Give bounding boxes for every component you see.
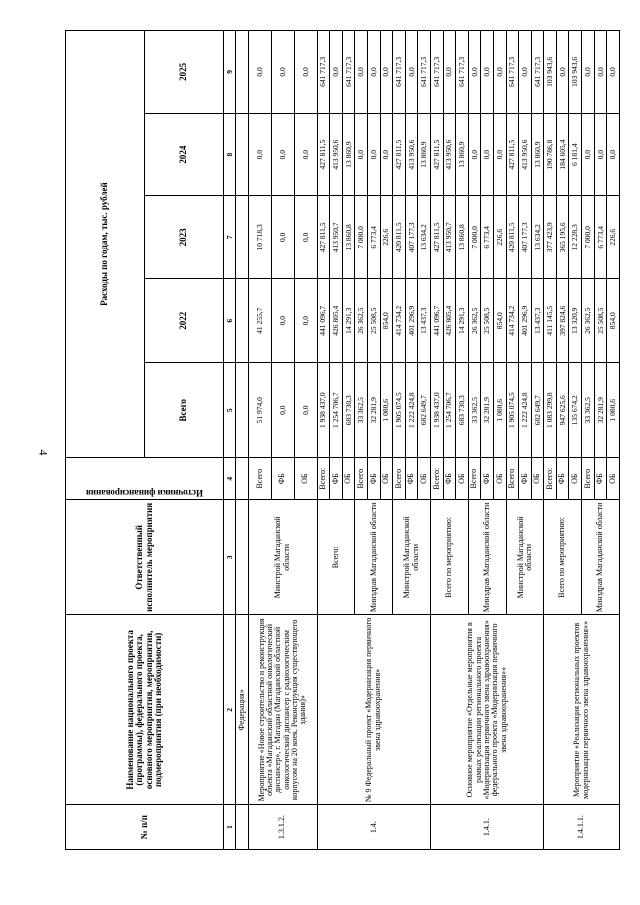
amount-cell: 0,0 [294, 363, 317, 458]
funding-source: ФБ [594, 458, 607, 500]
amount-cell: 427 811,5 [506, 113, 519, 196]
amount-cell: 0,0 [271, 196, 294, 279]
col-name-header: Наименование национального проекта (программы), федерального проекта, основного мероприятия, мероприятия, подмероприятия (при необходимости) [66, 615, 224, 805]
row-number: 1.3.1.2. [248, 805, 317, 850]
amount-cell: 0,0 [248, 113, 271, 196]
section-empty-cell [236, 279, 249, 363]
amount-cell: 854,0 [607, 279, 620, 363]
responsible-executor: Всего по мероприятию: [430, 500, 468, 615]
amount-cell: 0,0 [594, 113, 607, 196]
funding-source: ОБ [456, 458, 469, 500]
funding-source: ОБ [569, 458, 582, 500]
amount-cell: 10 718,3 [248, 196, 271, 279]
colnum-cell: 7 [224, 196, 236, 279]
col-total-header: Всего [145, 363, 224, 458]
amount-cell: 1 938 437,0 [430, 363, 443, 458]
funding-source: ОБ [380, 458, 393, 500]
amount-cell: 1 905 074,5 [393, 363, 406, 458]
amount-cell: 25 508,5 [367, 279, 380, 363]
amount-cell: 32 281,9 [481, 363, 494, 458]
amount-cell: 13 634,2 [531, 196, 544, 279]
amount-cell: 13 860,9 [342, 113, 355, 196]
responsible-executor: Минздрав Магаданской области [468, 500, 506, 615]
funding-source: ФБ [330, 458, 343, 500]
amount-cell: 0,0 [493, 31, 506, 114]
amount-cell: 641 717,3 [456, 31, 469, 114]
row-name: Мероприятие «Новое строительство и реконструкция объекта «Магаданский областной онкологический диспансер», г. Магадан (Магаданский областной онкологический диспансер с радиологическим корпусом на 20 коек. Реконструкция существующего здания)» [248, 615, 317, 805]
amount-cell: 0,0 [405, 31, 418, 114]
section-empty-cell [236, 458, 249, 500]
amount-cell: 0,0 [367, 31, 380, 114]
amount-cell: 184 605,4 [556, 113, 569, 196]
amount-cell: 7 000,0 [582, 196, 595, 279]
amount-cell: 26 362,5 [468, 279, 481, 363]
amount-cell: 32 281,9 [367, 363, 380, 458]
amount-cell: 13 860,9 [418, 113, 431, 196]
amount-cell: 427 811,5 [393, 113, 406, 196]
amount-cell: 13 860,9 [531, 113, 544, 196]
amount-cell: 1 254 706,7 [330, 363, 343, 458]
funding-source: ФБ [481, 458, 494, 500]
col-resp-header: Ответственный исполнитель мероприятия [66, 500, 224, 615]
amount-cell: 0,0 [294, 196, 317, 279]
header-row-1 [66, 31, 145, 850]
amount-cell: 0,0 [380, 31, 393, 114]
amount-cell: 0,0 [380, 113, 393, 196]
column-number-row [224, 31, 236, 850]
amount-cell: 1 083 299,8 [544, 363, 557, 458]
amount-cell: 13 634,2 [418, 196, 431, 279]
funding-source: ОБ [531, 458, 544, 500]
amount-cell: 0,0 [607, 31, 620, 114]
amount-cell: 414 734,2 [506, 279, 519, 363]
amount-cell: 1 080,6 [607, 363, 620, 458]
amount-cell: 13 860,9 [456, 113, 469, 196]
amount-cell: 420 811,5 [506, 196, 519, 279]
funding-source: ОБ [418, 458, 431, 500]
table-row [317, 31, 330, 850]
amount-cell: 682 649,7 [418, 363, 431, 458]
amount-cell: 377 423,9 [544, 196, 557, 279]
amount-cell: 0,0 [330, 31, 343, 114]
col-exp-header: Расходы по годам, тыс. рублей [66, 31, 145, 458]
amount-cell: 413 950,6 [405, 113, 418, 196]
amount-cell: 0,0 [443, 31, 456, 114]
amount-cell: 0,0 [294, 31, 317, 114]
amount-cell: 641 717,3 [393, 31, 406, 114]
amount-cell: 6 773,4 [367, 196, 380, 279]
amount-cell: 13 437,3 [418, 279, 431, 363]
amount-cell: 441 096,7 [430, 279, 443, 363]
amount-cell: 0,0 [582, 31, 595, 114]
section-empty-cell [236, 113, 249, 196]
year-2022-header: 2022 [145, 279, 224, 363]
amount-cell: 641 717,3 [531, 31, 544, 114]
amount-cell: 32 281,9 [594, 363, 607, 458]
amount-cell: 413 950,6 [330, 113, 343, 196]
amount-cell: 190 786,8 [544, 113, 557, 196]
funding-source: Всего [506, 458, 519, 500]
amount-cell: 427 811,5 [430, 113, 443, 196]
funding-source: ОБ [493, 458, 506, 500]
colnum-cell: 5 [224, 363, 236, 458]
amount-cell: 683 730,3 [342, 363, 355, 458]
amount-cell: 1 222 424,8 [519, 363, 532, 458]
funding-source: ОБ [342, 458, 355, 500]
row-name: № 9 Федеральный проект «Модернизация первичного звена здравоохранения» [317, 615, 430, 805]
row-name: Мероприятие «Реализация региональных проектов модернизации первичного звена здравоохранения»» [544, 615, 620, 805]
amount-cell: 641 717,3 [506, 31, 519, 114]
colnum-cell: 6 [224, 279, 236, 363]
funding-source: ФБ [271, 458, 294, 500]
amount-cell: 14 291,3 [342, 279, 355, 363]
amount-cell: 641 717,3 [342, 31, 355, 114]
amount-cell: 0,0 [481, 113, 494, 196]
amount-cell: 0,0 [556, 31, 569, 114]
amount-cell: 0,0 [594, 31, 607, 114]
amount-cell: 401 296,9 [405, 279, 418, 363]
amount-cell: 854,0 [493, 279, 506, 363]
amount-cell: 25 508,5 [594, 279, 607, 363]
colnum-cell: 2 [224, 615, 236, 805]
amount-cell: 135 674,2 [569, 363, 582, 458]
rotated-page [65, 30, 620, 850]
year-2023-header: 2023 [145, 196, 224, 279]
amount-cell: 1 080,6 [493, 363, 506, 458]
amount-cell: 226,6 [380, 196, 393, 279]
amount-cell: 427 811,5 [317, 196, 330, 279]
amount-cell: 0,0 [271, 279, 294, 363]
amount-cell: 26 362,5 [355, 279, 368, 363]
section-empty-cell [236, 500, 249, 615]
col-src-header [66, 458, 224, 500]
amount-cell: 365 195,6 [556, 196, 569, 279]
funding-source: Всего: [544, 458, 557, 500]
amount-cell: 0,0 [367, 113, 380, 196]
amount-cell: 0,0 [271, 31, 294, 114]
amount-cell: 407 177,3 [519, 196, 532, 279]
amount-cell: 413 950,6 [443, 113, 456, 196]
funding-source: Всего [393, 458, 406, 500]
amount-cell: 413 950,7 [443, 196, 456, 279]
responsible-executor: Всего: [317, 500, 355, 615]
amount-cell: 401 296,9 [519, 279, 532, 363]
row-name: Основное мероприятие «Отдельные мероприятия в рамках реализации регионального проекта «Модернизация первичного звена здравоохранения» федерального проекта «Модернизация первичного звена здравоохранения»» [430, 615, 543, 805]
table-row [430, 31, 443, 850]
colnum-cell: 8 [224, 113, 236, 196]
responsible-executor: Минстрой Магаданской области [506, 500, 544, 615]
funding-source: ФБ [367, 458, 380, 500]
responsible-executor: Минстрой Магаданской области [248, 500, 317, 615]
section-name: Федерация» [236, 615, 249, 805]
amount-cell: 427 811,5 [317, 113, 330, 196]
amount-cell: 7 000,0 [468, 196, 481, 279]
year-2024-header: 2024 [145, 113, 224, 196]
amount-cell: 414 734,2 [393, 279, 406, 363]
amount-cell: 854,0 [380, 279, 393, 363]
amount-cell: 1 222 424,8 [405, 363, 418, 458]
amount-cell: 13 320,9 [569, 279, 582, 363]
amount-cell: 641 717,3 [430, 31, 443, 114]
funding-source: ОБ [294, 458, 317, 500]
section-empty-cell [236, 363, 249, 458]
amount-cell: 411 145,5 [544, 279, 557, 363]
colnum-cell: 9 [224, 31, 236, 114]
amount-cell: 12 228,3 [569, 196, 582, 279]
amount-cell: 0,0 [607, 113, 620, 196]
amount-cell: 6 181,4 [569, 113, 582, 196]
amount-cell: 0,0 [481, 31, 494, 114]
amount-cell: 33 362,5 [468, 363, 481, 458]
amount-cell: 226,6 [607, 196, 620, 279]
amount-cell: 0,0 [294, 113, 317, 196]
amount-cell: 26 362,5 [582, 279, 595, 363]
amount-cell: 413 950,7 [330, 196, 343, 279]
amount-cell: 41 255,7 [248, 279, 271, 363]
section-empty-cell [236, 31, 249, 114]
funding-source: ФБ [556, 458, 569, 500]
funding-source: ФБ [519, 458, 532, 500]
amount-cell: 25 508,5 [481, 279, 494, 363]
amount-cell: 641 717,3 [418, 31, 431, 114]
amount-cell: 683 730,3 [456, 363, 469, 458]
colnum-cell: 1 [224, 805, 236, 850]
amount-cell: 0,0 [294, 279, 317, 363]
amount-cell: 0,0 [468, 113, 481, 196]
amount-cell: 51 974,0 [248, 363, 271, 458]
amount-cell: 426 805,4 [443, 279, 456, 363]
funding-source: Всего: [317, 458, 330, 500]
amount-cell: 226,6 [493, 196, 506, 279]
amount-cell: 103 943,6 [569, 31, 582, 114]
funding-source: ОБ [607, 458, 620, 500]
col-num-header: № п/п [66, 805, 224, 850]
section-num-cell [236, 805, 249, 850]
amount-cell: 641 717,3 [317, 31, 330, 114]
funding-source: Всего: [430, 458, 443, 500]
amount-cell: 407 177,3 [405, 196, 418, 279]
amount-cell: 0,0 [355, 31, 368, 114]
section-row [236, 31, 249, 850]
row-number: 1.4.1.1. [544, 805, 620, 850]
amount-cell: 33 362,5 [582, 363, 595, 458]
amount-cell: 14 291,3 [456, 279, 469, 363]
funding-source: Всего [248, 458, 271, 500]
amount-cell: 427 811,5 [430, 196, 443, 279]
amount-cell: 103 943,6 [544, 31, 557, 114]
amount-cell: 947 625,6 [556, 363, 569, 458]
amount-cell: 420 811,5 [393, 196, 406, 279]
amount-cell: 0,0 [271, 363, 294, 458]
amount-cell: 413 950,6 [519, 113, 532, 196]
responsible-executor: Минздрав Магаданской области [355, 500, 393, 615]
amount-cell: 0,0 [582, 113, 595, 196]
responsible-executor: Минздрав Магаданской области [582, 500, 620, 615]
responsible-executor: Минстрой Магаданской области [393, 500, 431, 615]
amount-cell: 0,0 [493, 113, 506, 196]
amount-cell: 0,0 [271, 113, 294, 196]
colnum-cell: 3 [224, 500, 236, 615]
amount-cell: 1 254 706,7 [443, 363, 456, 458]
amount-cell: 1 938 437,0 [317, 363, 330, 458]
amount-cell: 682 649,7 [531, 363, 544, 458]
amount-cell: 441 096,7 [317, 279, 330, 363]
year-2025-header: 2025 [145, 31, 224, 114]
amount-cell: 13 437,3 [531, 279, 544, 363]
amount-cell: 1 080,6 [380, 363, 393, 458]
colnum-cell: 4 [224, 458, 236, 500]
amount-cell: 0,0 [519, 31, 532, 114]
amount-cell: 33 362,5 [355, 363, 368, 458]
amount-cell: 0,0 [248, 31, 271, 114]
amount-cell: 7 000,0 [355, 196, 368, 279]
table-row [248, 31, 271, 850]
amount-cell: 397 824,6 [556, 279, 569, 363]
amount-cell: 0,0 [468, 31, 481, 114]
amount-cell: 0,0 [355, 113, 368, 196]
amount-cell: 6 773,4 [481, 196, 494, 279]
amount-cell: 426 805,4 [330, 279, 343, 363]
responsible-executor: Всего по мероприятию: [544, 500, 582, 615]
funding-source: ФБ [443, 458, 456, 500]
funding-source: ФБ [405, 458, 418, 500]
section-empty-cell [236, 196, 249, 279]
funding-source: Всего [355, 458, 368, 500]
row-number: 1.4. [317, 805, 430, 850]
amount-cell: 1 905 074,5 [506, 363, 519, 458]
page-number: 4 [36, 449, 51, 456]
amount-cell: 6 773,4 [594, 196, 607, 279]
table-row [544, 31, 557, 850]
funding-source: Всего [582, 458, 595, 500]
amount-cell: 13 860,8 [456, 196, 469, 279]
col-src-text: Источники финансирования [86, 488, 204, 499]
expenses-table [65, 30, 620, 850]
funding-source: Всего [468, 458, 481, 500]
row-number: 1.4.1. [430, 805, 543, 850]
amount-cell: 13 860,8 [342, 196, 355, 279]
